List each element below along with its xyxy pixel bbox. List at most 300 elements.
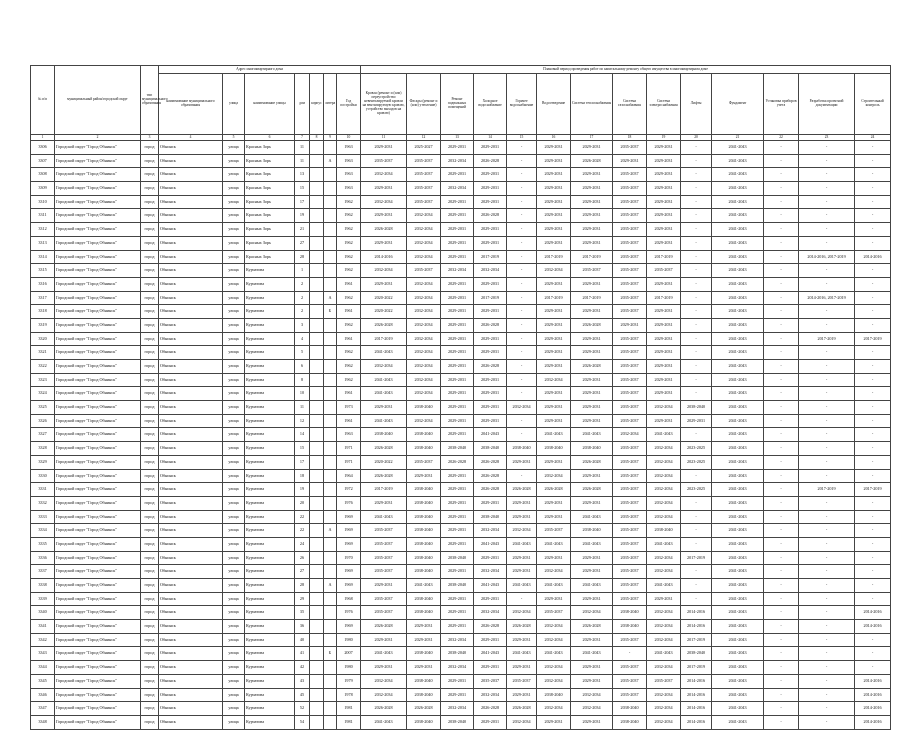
table-cell: - bbox=[855, 455, 891, 469]
table-cell: 2032-2034 bbox=[441, 154, 474, 168]
table-cell: - bbox=[799, 141, 855, 155]
table-cell: Обнинск bbox=[159, 455, 223, 469]
table-cell: 2032-2034 bbox=[361, 168, 407, 182]
table-cell: 2029-2031 bbox=[441, 318, 474, 332]
table-cell: 1969 bbox=[337, 524, 361, 538]
table-cell: 2029-2031 bbox=[441, 496, 474, 510]
table-cell: 1969 bbox=[337, 620, 361, 634]
table-cell: 2041-2043 bbox=[712, 702, 764, 716]
table-cell: - bbox=[764, 291, 799, 305]
table-cell: - bbox=[507, 250, 537, 264]
table-cell: 2035-2037 bbox=[537, 524, 571, 538]
table-cell: 2038-2040 bbox=[613, 606, 647, 620]
table-row bbox=[31, 702, 891, 716]
table-cell: 2038-2040 bbox=[507, 442, 537, 456]
table-cell: Обнинск bbox=[159, 428, 223, 442]
table-cell: 2035-2037 bbox=[571, 264, 613, 278]
table-cell: 2014-2016 bbox=[855, 606, 891, 620]
table-cell: - bbox=[681, 469, 712, 483]
table-cell: Обнинск bbox=[159, 483, 223, 497]
table-cell: - bbox=[764, 223, 799, 237]
table-row bbox=[31, 401, 891, 415]
table-cell: 2029-2031 bbox=[441, 168, 474, 182]
table-cell: 22 bbox=[295, 510, 310, 524]
table-cell: Городской округ "Город Обнинск" bbox=[55, 674, 141, 688]
table-cell: А bbox=[324, 524, 337, 538]
table-cell: 2029-2031 bbox=[441, 209, 474, 223]
table-cell: 2017-2019 bbox=[799, 483, 855, 497]
table-cell: 2041-2043 bbox=[712, 168, 764, 182]
table-cell: 2041-2043 bbox=[712, 537, 764, 551]
table-cell: 2041-2043 bbox=[712, 195, 764, 209]
table-cell: 2035-2037 bbox=[613, 510, 647, 524]
table-cell bbox=[324, 373, 337, 387]
table-cell: 2032-2034 bbox=[361, 360, 407, 374]
table-cell: - bbox=[764, 565, 799, 579]
table-cell: 2038-2040 bbox=[441, 579, 474, 593]
table-row bbox=[31, 346, 891, 360]
table-cell bbox=[310, 592, 324, 606]
table-cell: 2035-2037 bbox=[613, 360, 647, 374]
table-cell: Обнинск bbox=[159, 250, 223, 264]
table-cell: 2041-2043 bbox=[712, 620, 764, 634]
table-cell: 35 bbox=[295, 606, 310, 620]
table-cell: 3341 bbox=[31, 620, 55, 634]
table-cell: город bbox=[141, 483, 159, 497]
group-header-period: Плановый период проведения работ по капитальному ремонту общего имущества в многоквартирном доме bbox=[361, 66, 891, 74]
col-number: 21 bbox=[712, 135, 764, 141]
table-cell: 2041-2043 bbox=[361, 414, 407, 428]
table-row bbox=[31, 483, 891, 497]
table-cell: 2029-2031 bbox=[647, 223, 681, 237]
table-cell: Обнинск bbox=[159, 674, 223, 688]
table-cell: - bbox=[799, 360, 855, 374]
table-cell: 2032-2034 bbox=[441, 633, 474, 647]
table-cell: 1969 bbox=[337, 565, 361, 579]
table-cell bbox=[324, 483, 337, 497]
table-cell: 2029-2031 bbox=[571, 236, 613, 250]
table-cell: 2035-2037 bbox=[613, 346, 647, 360]
table-cell: - bbox=[799, 592, 855, 606]
table-cell: 3326 bbox=[31, 414, 55, 428]
table-cell: 2041-2043 bbox=[712, 551, 764, 565]
table-cell: 2035-2037 bbox=[613, 401, 647, 415]
table-cell: 2029-2031 bbox=[507, 661, 537, 675]
col-number: 13 bbox=[441, 135, 474, 141]
table-cell: 3315 bbox=[31, 264, 55, 278]
table-cell: 2032-2034 bbox=[507, 606, 537, 620]
table-cell: Городской округ "Город Обнинск" bbox=[55, 277, 141, 291]
table-cell: 2035-2037 bbox=[613, 496, 647, 510]
table-cell bbox=[324, 264, 337, 278]
table-cell: 2020-2022 bbox=[361, 455, 407, 469]
table-cell: Городской округ "Город Обнинск" bbox=[55, 715, 141, 729]
table-cell: 2038-2040 bbox=[407, 674, 441, 688]
table-cell: 2041-2043 bbox=[712, 565, 764, 579]
table-cell: 2035-2037 bbox=[613, 168, 647, 182]
table-cell: Курчатова bbox=[245, 360, 295, 374]
table-cell: 2041-2043 bbox=[474, 537, 507, 551]
table-cell: 2029-2031 bbox=[361, 579, 407, 593]
group-header-address: Адрес многоквартирного дома bbox=[159, 66, 361, 74]
table-cell: 2032-2034 bbox=[571, 606, 613, 620]
table-cell: Красных Зорь bbox=[245, 182, 295, 196]
table-cell: - bbox=[855, 647, 891, 661]
table-cell: 2041-2043 bbox=[537, 647, 571, 661]
table-cell: 2035-2037 bbox=[613, 537, 647, 551]
table-row bbox=[31, 524, 891, 538]
col-number: 15 bbox=[507, 135, 537, 141]
table-cell: 2017-2019 bbox=[681, 661, 712, 675]
table-cell: 2032-2034 bbox=[407, 387, 441, 401]
table-cell: - bbox=[764, 579, 799, 593]
table-cell: улица bbox=[223, 305, 245, 319]
table-cell: Городской округ "Город Обнинск" bbox=[55, 346, 141, 360]
table-cell: 2041-2043 bbox=[712, 264, 764, 278]
col-header: улица bbox=[223, 74, 245, 135]
table-cell: город bbox=[141, 250, 159, 264]
table-cell: 3314 bbox=[31, 250, 55, 264]
table-cell: 2026-2028 bbox=[571, 455, 613, 469]
table-row bbox=[31, 373, 891, 387]
table-cell: 3329 bbox=[31, 455, 55, 469]
table-cell: Обнинск bbox=[159, 496, 223, 510]
col-header: Установка приборов учета bbox=[764, 74, 799, 135]
table-cell: - bbox=[764, 551, 799, 565]
table-cell: 3316 bbox=[31, 277, 55, 291]
col-header: корпус bbox=[310, 74, 324, 135]
table-cell: - bbox=[507, 291, 537, 305]
table-cell: 2041-2043 bbox=[712, 223, 764, 237]
table-cell: 2026-2028 bbox=[441, 455, 474, 469]
table-cell: 2029-2031 bbox=[647, 305, 681, 319]
table-cell: 2041-2043 bbox=[537, 428, 571, 442]
table-cell: 2029-2031 bbox=[507, 633, 537, 647]
table-cell: Городской округ "Город Обнинск" bbox=[55, 291, 141, 305]
table-cell: 27 bbox=[295, 236, 310, 250]
table-cell: 41 bbox=[295, 647, 310, 661]
table-cell: - bbox=[681, 510, 712, 524]
table-cell: - bbox=[681, 565, 712, 579]
table-cell: 2035-2037 bbox=[407, 182, 441, 196]
table-cell: Красных Зорь bbox=[245, 250, 295, 264]
table-cell: - bbox=[764, 428, 799, 442]
table-cell: улица bbox=[223, 510, 245, 524]
table-cell: Курчатова bbox=[245, 688, 295, 702]
table-cell: 3334 bbox=[31, 524, 55, 538]
table-cell: 2035-2037 bbox=[407, 154, 441, 168]
table-cell: 43 bbox=[295, 674, 310, 688]
table-cell: - bbox=[764, 182, 799, 196]
table-cell: Обнинск bbox=[159, 565, 223, 579]
table-cell bbox=[310, 551, 324, 565]
table-cell: 2035-2037 bbox=[407, 264, 441, 278]
table-cell: 2029-2031 bbox=[537, 318, 571, 332]
col-header: Водоотведение bbox=[537, 74, 571, 135]
table-cell: - bbox=[799, 209, 855, 223]
table-cell: Городской округ "Город Обнинск" bbox=[55, 236, 141, 250]
table-cell: Курчатова bbox=[245, 661, 295, 675]
table-cell: - bbox=[855, 223, 891, 237]
table-cell: 2032-2034 bbox=[361, 674, 407, 688]
table-cell: 2029-2031 bbox=[474, 633, 507, 647]
table-cell bbox=[324, 141, 337, 155]
table-cell: - bbox=[855, 442, 891, 456]
table-cell: 2029-2031 bbox=[571, 223, 613, 237]
table-cell: Городской округ "Город Обнинск" bbox=[55, 168, 141, 182]
table-cell: 3336 bbox=[31, 551, 55, 565]
table-cell bbox=[324, 428, 337, 442]
table-cell: 2041-2043 bbox=[712, 401, 764, 415]
table-cell: 2026-2028 bbox=[361, 442, 407, 456]
table-cell: 2032-2034 bbox=[537, 373, 571, 387]
table-cell: - bbox=[681, 195, 712, 209]
table-cell: 2038-2040 bbox=[537, 688, 571, 702]
table-cell: улица bbox=[223, 182, 245, 196]
col-number: 4 bbox=[159, 135, 223, 141]
table-cell: 2041-2043 bbox=[712, 510, 764, 524]
table-cell: 2035-2037 bbox=[474, 674, 507, 688]
table-cell: 3323 bbox=[31, 373, 55, 387]
table-cell bbox=[324, 551, 337, 565]
table-cell: 2014-2016 bbox=[681, 702, 712, 716]
table-cell: А bbox=[324, 154, 337, 168]
table-cell: 2026-2028 bbox=[361, 702, 407, 716]
table-cell: 2029-2031 bbox=[474, 387, 507, 401]
table-cell: 2029-2031 bbox=[681, 414, 712, 428]
table-cell: Обнинск bbox=[159, 592, 223, 606]
table-cell: 2038-2040 bbox=[681, 401, 712, 415]
table-cell: 2014-2016 bbox=[681, 606, 712, 620]
table-cell: Городской округ "Город Обнинск" bbox=[55, 620, 141, 634]
table-cell bbox=[310, 346, 324, 360]
col-number: 24 bbox=[855, 135, 891, 141]
table-cell: 2029-2031 bbox=[647, 236, 681, 250]
table-cell: - bbox=[855, 414, 891, 428]
table-cell: 27 bbox=[295, 565, 310, 579]
table-cell: 1962 bbox=[337, 318, 361, 332]
table-row bbox=[31, 715, 891, 729]
table-cell: 2035-2037 bbox=[407, 455, 441, 469]
table-cell: 2029-2031 bbox=[647, 195, 681, 209]
table-cell: 2029-2031 bbox=[571, 715, 613, 729]
table-cell bbox=[324, 318, 337, 332]
table-cell: 2032-2034 bbox=[407, 291, 441, 305]
table-cell bbox=[324, 455, 337, 469]
table-cell: 2032-2034 bbox=[407, 209, 441, 223]
table-cell: 2038-2040 bbox=[681, 647, 712, 661]
table-cell: 2029-2031 bbox=[537, 455, 571, 469]
table-cell: 2029-2031 bbox=[571, 141, 613, 155]
table-cell: - bbox=[855, 291, 891, 305]
table-cell: улица bbox=[223, 469, 245, 483]
table-cell: 2029-2031 bbox=[474, 141, 507, 155]
table-cell: 2041-2043 bbox=[712, 469, 764, 483]
table-cell: - bbox=[507, 264, 537, 278]
table-row bbox=[31, 537, 891, 551]
table-cell: 2029-2031 bbox=[361, 277, 407, 291]
table-cell: 2029-2031 bbox=[441, 141, 474, 155]
table-cell: Красных Зорь bbox=[245, 223, 295, 237]
table-cell: 2026-2028 bbox=[474, 209, 507, 223]
table-cell: - bbox=[855, 537, 891, 551]
table-cell: - bbox=[681, 537, 712, 551]
table-cell: Обнинск bbox=[159, 579, 223, 593]
table-cell: город bbox=[141, 387, 159, 401]
table-cell: Курчатова bbox=[245, 579, 295, 593]
table-cell bbox=[310, 291, 324, 305]
table-cell: 17 bbox=[295, 195, 310, 209]
table-cell: улица bbox=[223, 223, 245, 237]
table-cell bbox=[310, 318, 324, 332]
table-cell: 12 bbox=[295, 414, 310, 428]
table-cell: А bbox=[324, 579, 337, 593]
table-cell: Обнинск bbox=[159, 661, 223, 675]
table-cell: - bbox=[855, 236, 891, 250]
table-cell: 2026-2028 bbox=[361, 469, 407, 483]
table-cell: 2017-2019 bbox=[855, 332, 891, 346]
table-cell: - bbox=[507, 168, 537, 182]
table-cell: - bbox=[507, 360, 537, 374]
col-number: 5 bbox=[223, 135, 245, 141]
table-cell: - bbox=[799, 223, 855, 237]
table-cell: 1980 bbox=[337, 661, 361, 675]
table-cell: 2017-2019 bbox=[537, 250, 571, 264]
table-cell: 2041-2043 bbox=[474, 428, 507, 442]
table-cell: 2035-2037 bbox=[613, 209, 647, 223]
table-cell: - bbox=[764, 483, 799, 497]
table-cell: 2029-2031 bbox=[441, 469, 474, 483]
table-row bbox=[31, 661, 891, 675]
table-cell: 2029-2031 bbox=[361, 141, 407, 155]
table-cell: - bbox=[799, 428, 855, 442]
table-cell: - bbox=[764, 592, 799, 606]
table-cell: улица bbox=[223, 360, 245, 374]
table-cell: 2029-2031 bbox=[361, 661, 407, 675]
table-cell: 2038-2040 bbox=[407, 592, 441, 606]
table-cell: - bbox=[855, 510, 891, 524]
table-cell: 2035-2037 bbox=[613, 141, 647, 155]
table-cell: 2041-2043 bbox=[647, 537, 681, 551]
table-cell: - bbox=[681, 236, 712, 250]
col-header: Год постройки bbox=[337, 74, 361, 135]
table-cell: 54 bbox=[295, 715, 310, 729]
table-cell: 2029-2031 bbox=[571, 661, 613, 675]
table-cell: 2029-2031 bbox=[571, 209, 613, 223]
table-cell: 2041-2043 bbox=[537, 579, 571, 593]
table-cell: 2029-2031 bbox=[361, 209, 407, 223]
table-cell: 1979 bbox=[337, 674, 361, 688]
table-cell bbox=[310, 496, 324, 510]
table-cell: 2041-2043 bbox=[712, 661, 764, 675]
table-cell: улица bbox=[223, 688, 245, 702]
table-cell: 1961 bbox=[337, 414, 361, 428]
table-cell: 2029-2031 bbox=[571, 401, 613, 415]
table-cell: - bbox=[799, 674, 855, 688]
table-cell: город bbox=[141, 469, 159, 483]
table-row bbox=[31, 551, 891, 565]
table-cell: - bbox=[855, 168, 891, 182]
table-cell: 2029-2031 bbox=[537, 387, 571, 401]
table-row bbox=[31, 592, 891, 606]
table-cell: город bbox=[141, 332, 159, 346]
table-cell bbox=[324, 702, 337, 716]
table-cell: 3330 bbox=[31, 469, 55, 483]
table-cell: 1973 bbox=[337, 401, 361, 415]
table-cell: 2035-2037 bbox=[613, 277, 647, 291]
table-cell: 2029-2031 bbox=[571, 305, 613, 319]
table-cell: - bbox=[764, 455, 799, 469]
table-cell: 2032-2034 bbox=[537, 674, 571, 688]
table-cell: Городской округ "Город Обнинск" bbox=[55, 182, 141, 196]
table-cell: Обнинск bbox=[159, 387, 223, 401]
table-cell: - bbox=[764, 647, 799, 661]
table-cell: Городской округ "Город Обнинск" bbox=[55, 606, 141, 620]
table-cell: 2029-2031 bbox=[537, 182, 571, 196]
table-cell: 2029-2031 bbox=[441, 360, 474, 374]
table-cell: 2029-2031 bbox=[571, 387, 613, 401]
table-cell: 2041-2043 bbox=[712, 360, 764, 374]
table-cell bbox=[310, 182, 324, 196]
table-cell: 2026-2028 bbox=[571, 620, 613, 634]
table-cell: 2038-2040 bbox=[407, 715, 441, 729]
table-cell bbox=[310, 414, 324, 428]
table-cell bbox=[324, 510, 337, 524]
table-cell: город bbox=[141, 537, 159, 551]
table-cell: 2032-2034 bbox=[441, 661, 474, 675]
table-cell: 2029-2031 bbox=[571, 277, 613, 291]
table-cell: 1962 bbox=[337, 346, 361, 360]
table-cell: 2041-2043 bbox=[712, 579, 764, 593]
table-cell: Городской округ "Город Обнинск" bbox=[55, 264, 141, 278]
table-cell: Курчатова bbox=[245, 332, 295, 346]
col-number: 9 bbox=[324, 135, 337, 141]
table-cell: - bbox=[855, 565, 891, 579]
table-cell: Городской округ "Город Обнинск" bbox=[55, 455, 141, 469]
table-cell bbox=[310, 702, 324, 716]
col-header: муниципальный район/городской округ bbox=[55, 66, 141, 135]
table-cell: 2029-2031 bbox=[407, 633, 441, 647]
table-cell: 1963 bbox=[337, 154, 361, 168]
table-cell: - bbox=[681, 373, 712, 387]
table-cell: город bbox=[141, 496, 159, 510]
table-cell: 2035-2037 bbox=[613, 633, 647, 647]
table-cell: - bbox=[507, 141, 537, 155]
table-cell: 3338 bbox=[31, 579, 55, 593]
table-cell: 1963 bbox=[337, 141, 361, 155]
table-cell: 2035-2037 bbox=[613, 250, 647, 264]
table-cell: - bbox=[799, 182, 855, 196]
table-cell: Обнинск bbox=[159, 688, 223, 702]
table-cell: 2032-2034 bbox=[613, 428, 647, 442]
table-cell: Городской округ "Город Обнинск" bbox=[55, 401, 141, 415]
table-cell: - bbox=[507, 236, 537, 250]
table-cell: 2041-2043 bbox=[571, 537, 613, 551]
table-cell: 2014-2016 bbox=[681, 715, 712, 729]
table-cell: 2026-2028 bbox=[474, 620, 507, 634]
table-cell: 1969 bbox=[337, 537, 361, 551]
table-cell: 2032-2034 bbox=[537, 661, 571, 675]
table-cell: 2041-2043 bbox=[507, 537, 537, 551]
table-cell: 1971 bbox=[337, 442, 361, 456]
table-cell: 2026-2028 bbox=[361, 620, 407, 634]
table-cell: 2041-2043 bbox=[712, 606, 764, 620]
table-cell: город bbox=[141, 401, 159, 415]
table-cell: 2029-2031 bbox=[361, 401, 407, 415]
table-cell: город bbox=[141, 318, 159, 332]
table-cell bbox=[324, 592, 337, 606]
table-cell: 2029-2031 bbox=[537, 332, 571, 346]
